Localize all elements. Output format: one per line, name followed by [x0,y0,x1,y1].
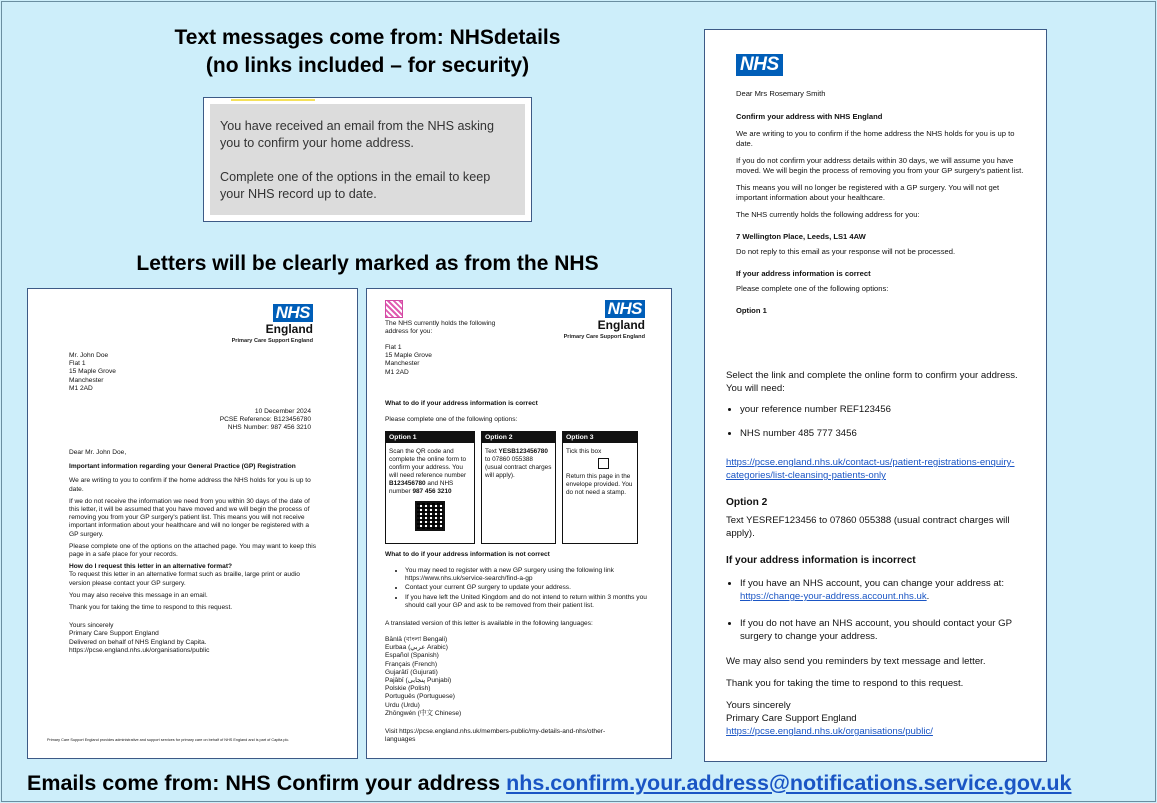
nhs-org: England [597,318,645,332]
letter-title: Important information regarding your General Practice (GP) Registration [69,463,296,471]
nhs-branding [564,300,645,341]
paragraph: Do not reply to this email as your response will not be processed. [736,247,956,256]
pcse-link[interactable]: https://pcse.england.nhs.uk/organisations/public/ [726,726,933,737]
option-3-text: Tick this box [566,448,602,455]
held-address-intro: The NHS currently holds the following address for you: [385,320,496,336]
address-line: 15 Maple Grove [69,368,116,376]
letter-body [69,449,319,655]
incorrect-heading: If your address information is incorrect [726,555,916,566]
nhs-sub: Primary Care Support England [231,338,313,344]
list-text: . [926,591,930,602]
option-1-body [386,443,474,536]
language-item: Português (Portuguese) [385,693,456,701]
nhs-sub: Primary Care Support England [563,334,645,340]
option-3-body [563,443,637,502]
paragraph: Thank you for taking the time to respond to this request. [69,604,233,612]
email-heading-prefix: Emails come from: NHS Confirm your address [27,771,507,795]
change-address-link[interactable]: https://change-your-address.account.nhs.uk [740,591,927,602]
signoff-line: Delivered on behalf of NHS England by Capita. [69,638,207,646]
sms-screenshot [203,97,532,222]
email-heading [27,770,1137,796]
option-1-box [385,431,475,544]
languages-link: Visit https://pcse.england.nhs.uk/members-public/my-details-and-nhs/other-languages [385,728,606,744]
list-text: If you have an NHS account, you can change your address at: [740,578,1004,589]
language-item: Urdu (Urdu) [385,701,420,709]
option-2-body [482,443,555,485]
correct-intro: Please complete one of the following options: [385,416,518,423]
option-1-mid: and NHS number [389,480,454,495]
language-item: Pajābī (پنجابی Punjabi) [385,677,452,685]
nhs-branding [232,304,313,345]
option-2-post: to 07860 055388 (usual contract charges will apply). [485,456,552,479]
language-item: Español (Spanish) [385,652,439,660]
email-greeting: Dear Mrs Rosemary Smith [736,89,826,98]
option-2-title: Option 2 [482,432,555,443]
list-item: • Contact your current GP surgery to update your address. [405,584,667,592]
email-screenshot [704,29,1047,762]
sms-line2: Complete one of the options in the email to keep your NHS record up to date. [220,170,491,201]
paragraph: If you do not confirm your address details within 30 days, we will assume you have moved. We will begin the process of removing you from your GP surgery's patient list. [736,156,1024,175]
letter-footer: Primary Care Support England provides administrative and support services for primary care on behalf of NHS England and is part of Capita plc. [47,738,290,742]
correct-heading: If your address information is correct [736,269,871,278]
recipient-address [69,352,116,393]
address-line: M1 2AD [385,368,409,376]
translated-intro: A translated version of this letter is available in the following languages: [385,620,593,627]
nhs-logo: NHS [273,304,313,322]
option-2-heading: Option 2 [726,497,768,508]
nhs-logo: NHS [605,300,645,318]
language-item: Eurbaa (عربي Arabic) [385,644,448,652]
sender-email-link[interactable]: nhs.confirm.your.address@notifications.service.gov.uk [506,771,1072,795]
letter-reference: PCSE Reference: B123456780 [219,416,311,424]
email-address-held: 7 Wellington Place, Leeds, LS1 4AW [736,232,866,241]
sms-heading-line2: (no links included – for security) [205,54,530,77]
paragraph: This means you will no longer be registered with a GP surgery. You will not get important information about your healthcare. [736,183,1000,202]
paragraph: Please complete one of the options on the attached page. You may want to keep this page in a safe place for your records. [69,542,317,559]
nhs-logo: NHS [736,54,783,76]
option-2-box [481,431,556,544]
letter-page-2 [366,288,672,759]
language-item: Bānlā (বাংলা Bengali) [385,636,448,643]
signoff-line: Primary Care Support England [726,713,857,724]
option-1-heading: Option 1 [736,306,767,315]
address-line: Flat 1 [69,360,86,368]
list-item: • If you do not have an NHS account, you should contact your GP surgery to change your address. [740,617,1026,643]
list-item: • NHS number 485 777 3456 [740,427,1026,440]
sms-heading-line1: Text messages come from: NHSdetails [174,26,561,49]
option-3-box [562,431,638,544]
correct-heading: What to do if your address information is correct [385,400,538,407]
language-item: Gujarātī (Gujurati) [385,668,438,676]
list-item [740,577,1026,603]
list-item: • your reference number REF123456 [740,403,1026,416]
letter-page-1 [27,288,358,759]
list-item: • You may need to register with a new GP surgery using the following link https://www.nhs.uk/service-search/find-a-gp [405,567,667,583]
sms-heading [130,24,605,80]
language-item: Zhōngwén (中文 Chinese) [385,709,462,717]
option-1-nhs: 987 456 3210 [412,488,452,495]
option-2-text: Text YESREF123456 to 07860 055388 (usual contract charges will apply). [726,515,1010,539]
option-2-pre: Text [485,448,499,455]
highlight-mark [231,99,315,101]
option-3-text: Return this page in the envelope provided. You do not need a stamp. [566,473,633,496]
address-line: Flat 1 [385,344,402,351]
needs-list [740,403,1026,440]
alt-format-heading: How do I request this letter in an alternative format? [69,563,233,571]
qr-code-icon [385,300,403,318]
paragraph: We are writing to you to confirm if the home address the NHS holds for you is up to date. [736,129,1015,148]
qr-code[interactable] [415,501,445,531]
paragraph: To request this letter in an alternative format such as braille, large print or audio version please contact your GP surgery. [69,571,300,587]
list-item: • If you have left the United Kingdom and do not intend to return within 3 months you should call your GP and ask to be removed from their patient list. [405,594,667,610]
signoff-line: Yours sincerely [69,622,114,630]
paragraph: The NHS currently holds the following address for you: [736,210,920,219]
email-bottom [726,369,1026,738]
address-line: Mr. John Doe [69,352,109,359]
option-1-title: Option 1 [386,432,474,443]
address-line: Manchester [385,360,420,368]
sms-line1: You have received an email from the NHS asking you to confirm your home address. [220,119,494,150]
signoff-line: https://pcse.england.nhs.uk/organisations/public [69,646,210,654]
option-1-text: Scan the QR code and complete the online form to confirm your address. You will need reference number [389,448,467,479]
tick-box[interactable] [598,458,609,469]
paragraph: If we do not receive the information we need from you within 30 days of the date of this letter, it will be assumed that you have moved and we will begin the process of removing you from your GP surgery's patient list. This means you will not receive important information about your healthcare and will no longer be registered with a GP surgery. [69,497,310,538]
option-1-ref: B123456780 [389,480,426,487]
nhs-logo-block [736,54,783,76]
paragraph: You may also receive this message in an email. [69,591,208,599]
option-3-title: Option 3 [563,432,637,443]
sms-message [210,104,525,215]
incorrect-heading: What to do if your address information is not correct [385,551,550,558]
incorrect-list [405,567,667,611]
address-line: Manchester [69,376,104,384]
letter-nhs-number: NHS Number: 987 456 3210 [227,424,311,432]
email-title: Confirm your address with NHS England [736,112,883,121]
paragraph: We are writing to you to confirm if the home address the NHS holds for you is up to date. [69,477,311,493]
option-1-text: Select the link and complete the online form to confirm your address. You will need: [726,370,1018,394]
nhs-org: England [265,322,313,336]
held-address [385,344,432,377]
address-line: 15 Maple Grove [385,352,432,360]
paragraph: Please complete one of the following options: [736,284,889,293]
paragraph: We may also send you reminders by text message and letter. [726,656,986,667]
letters-heading: Letters will be clearly marked as from the NHS [136,252,599,275]
letter-date: 10 December 2024 [254,408,311,415]
signoff-line: Yours sincerely [726,700,791,711]
option-2-code: YESB123456780 [498,448,548,455]
language-item: Polskie (Polish) [385,685,431,693]
greeting: Dear Mr. John Doe, [69,449,127,456]
incorrect-list [740,577,1026,643]
language-item: Français (French) [385,660,438,668]
signoff-line: Primary Care Support England [69,630,159,638]
address-line: M1 2AD [69,384,93,392]
language-list [385,636,461,718]
email-top [736,89,1026,316]
letter-meta [220,408,311,433]
paragraph: Thank you for taking the time to respond to this request. [726,678,964,689]
confirm-form-link[interactable]: https://pcse.england.nhs.uk/contact-us/patient-registrations-enquiry-categories/list-cleansing-patients-only [726,457,1015,481]
